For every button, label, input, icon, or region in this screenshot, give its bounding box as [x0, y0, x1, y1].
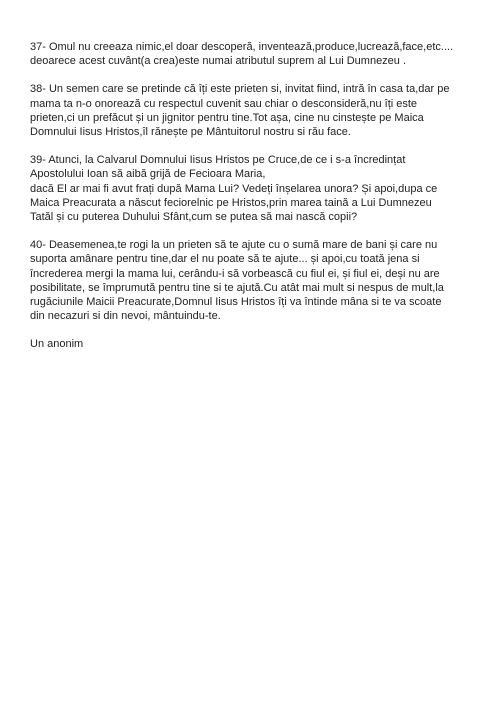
- text-line: Maica Preacurata a născut feciorelnic pe Hristos,prin marea taină a Lui Dumnezeu: [30, 196, 432, 209]
- text-line: 39- Atunci, la Calvarul Domnului Iisus Hristos pe Cruce,de ce i s-a încredințat: [30, 154, 406, 167]
- text-line: deoarece acest cuvânt(a crea)este numai atributul suprem al Lui Dumnezeu .: [30, 55, 407, 68]
- text-line: rugăciunile Maicii Preacurate,Domnul Iisus Hristos îți va întinde mâna si te va scoate: [30, 296, 442, 309]
- document-page: [30, 40, 480, 352]
- paragraph-39: [30, 153, 480, 224]
- paragraph-38: [30, 82, 480, 139]
- text-line: 37- Omul nu creeaza nimic,el doar descoperă, inventează,produce,lucrează,face,etc....: [30, 41, 454, 53]
- text-line: Tatăl și cu puterea Duhului Sfânt,cum se putea să mai nască copii?: [30, 211, 358, 224]
- text-line: Apostolului Ioan să aibă grijă de Fecioara Maria,: [30, 168, 266, 181]
- text-line: mama ta n-o onorează cu respectul cuvenit sau chiar o desconsideră,nu îți este: [30, 97, 418, 110]
- text-line: dacă El ar mai fi avut frați după Mama Lui? Vedeți înșelarea unora? Și apoi,dupa ce: [30, 182, 438, 195]
- text-line: încrederea mergi la mama lui, cerându-i să vorbească cu fiul ei, și fiul ei, deși nu are: [30, 267, 440, 280]
- text-line: prieten,ci un prefăcut și un jignitor pentru tine.Tot așa, cine nu cinstește pe Maica: [30, 111, 424, 124]
- text-line: 38- Un semen care se pretinde că îți este prieten si, invitat fiind, intră în casa ta,dar pe: [30, 83, 450, 96]
- paragraph-40: [30, 238, 480, 323]
- text-line: suporta amânare pentru tine,dar el nu poate să te ajute... și apoi,cu toată jena si: [30, 253, 420, 266]
- text-line: posibilitate, se împrumută pentru tine si te ajută.Cu atât mai mult si nespus de mult,la: [30, 281, 444, 294]
- paragraph-37: [30, 40, 480, 68]
- signature: Un anonim: [30, 338, 84, 351]
- text-line: din necazuri si din nevoi, mântuindu-te.: [30, 310, 221, 323]
- text-line: Domnului Iisus Hristos,îl rănește pe Mântuitorul nostru si rău face.: [30, 126, 351, 139]
- text-line: 40- Deasemenea,te rogi la un prieten să te ajute cu o sumă mare de bani și care nu: [30, 239, 438, 252]
